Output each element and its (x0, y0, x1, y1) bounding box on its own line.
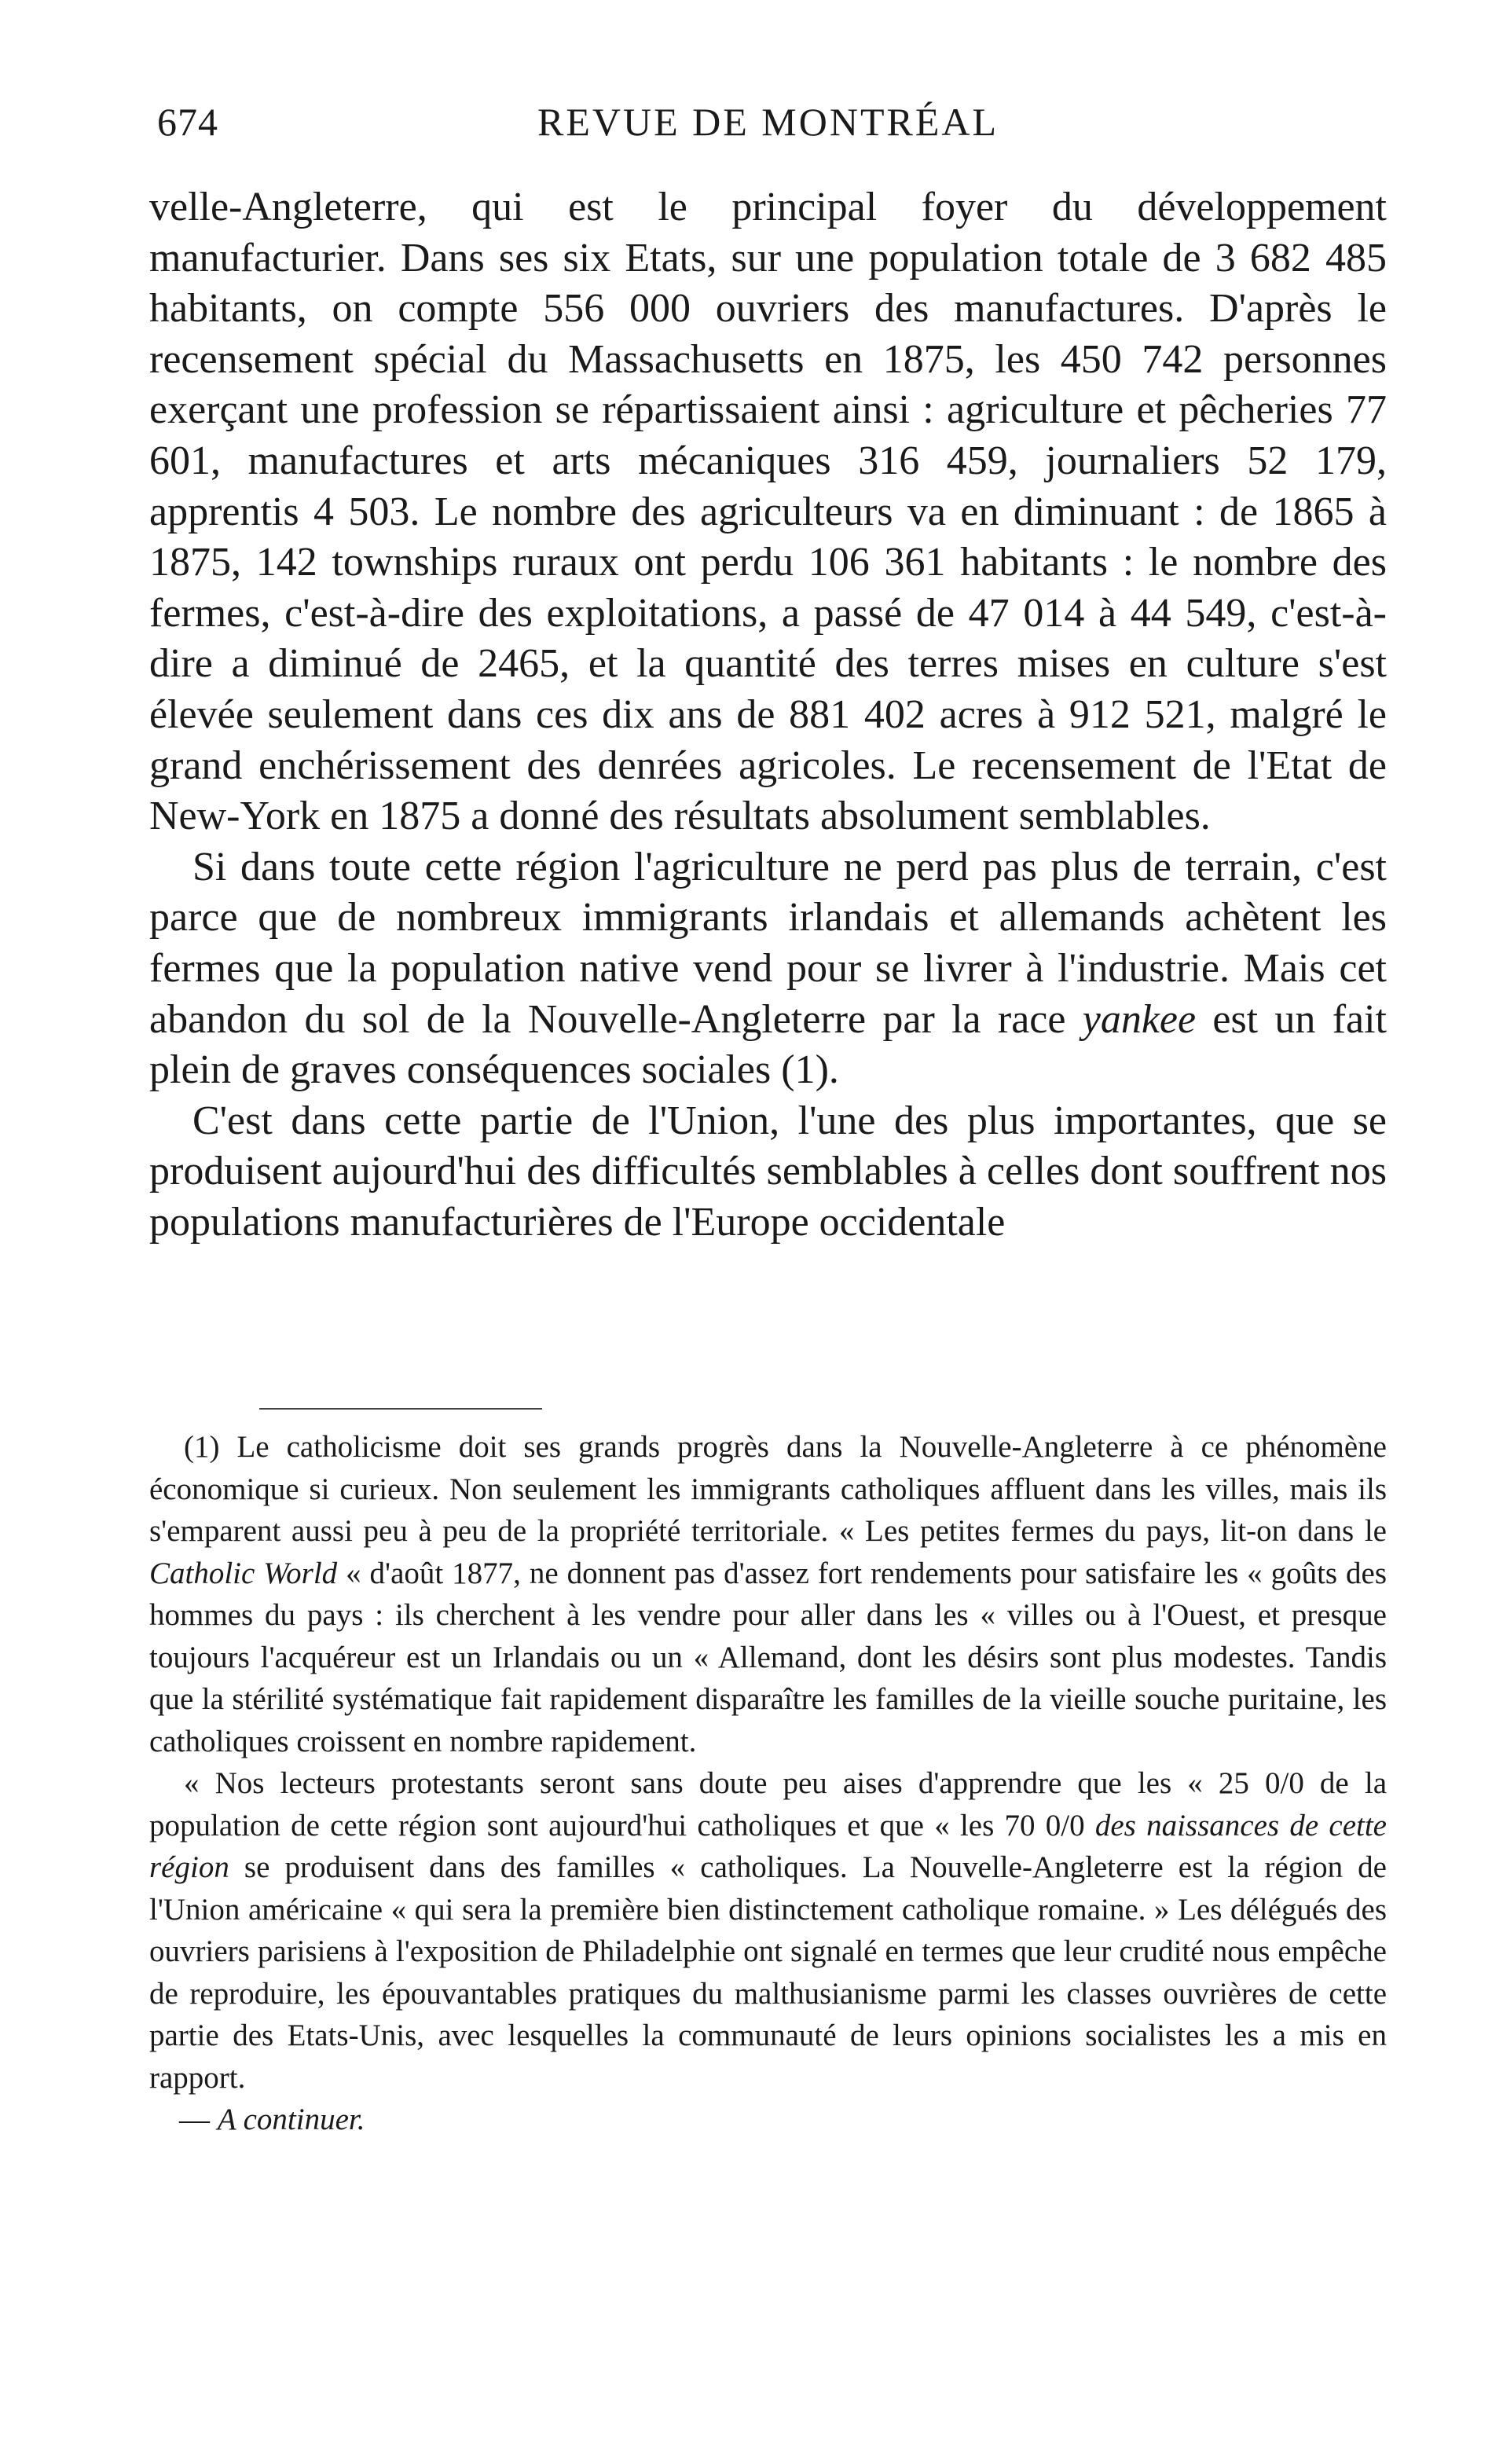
paragraph-2 (149, 842, 1387, 1096)
running-title: REVUE DE MONTRÉAL (537, 100, 999, 144)
paragraph-2-text-a: Si dans toute cette région l'agriculture ne perd pas plus de terrain, c'est parce que de nombreux immigrants irlandais et allemands achètent les fermes que la population native vend pour se livrer à l'industrie. Mais cet abandon du sol de la Nouvelle-Angleterre par la race (149, 844, 1387, 1042)
paragraph-1: velle-Angleterre, qui est le principal foyer du développement manufacturier. Dans ses six Etats, sur une population totale de 3 682 485 habitants, on compte 556 000 ouvriers des manufactures. D'après le recensement spécial du Massachusetts en 1875, les 450 742 personnes exerçant une profession se répartissaient ainsi : agriculture et pêcheries 77 601, manufactures et arts mécaniques 316 459, journaliers 52 179, apprentis 4 503. Le nombre des agriculteurs va en diminuant : de 1865 à 1875, 142 townships ruraux ont perdu 106 361 habitants : le nombre des fermes, c'est-à-dire des exploitations, a passé de 47 014 à 44 549, c'est-à-dire a diminué de 2465, et la quantité des terres mises en culture s'est élevée seulement dans ces dix ans de 881 402 acres à 912 521, malgré le grand enchérissement des denrées agricoles. Le recensement de l'Etat de New-York en 1875 a donné des résultats absolument semblables. (149, 185, 1387, 839)
paragraph-2-text-b: est un fait plein de graves conséquences sociales (1). (149, 996, 1387, 1093)
footnote-1 (149, 1426, 1387, 1762)
continuation-text: A continuer. (217, 2103, 365, 2136)
footnote-1-text-b: « d'août 1877, ne donnent pas d'assez fort rendements pour satisfaire les « goûts des hommes du pays : ils cherchent à les vendre pour aller dans les « villes ou à l'Ouest, et presque toujours l'acquéreur est un Irlandais ou un « Allemand, dont les désirs sont plus modestes. Tandis que la stérilité systématique fait rapidement disparaître les familles de la vieille souche puritaine, les catholiques croissent en nombre rapidement. (149, 1556, 1388, 1758)
footnote-2-italic: des naissances de cette région (149, 1808, 1387, 1884)
footnote-divider (259, 1408, 542, 1410)
footnotes (149, 1426, 1387, 2141)
continuation-dash: — (179, 2103, 218, 2136)
footnote-2-text-a: « Nos lecteurs protestants seront sans doute peu aises d'apprendre que les « 25 0/0 de la population de cette région sont aujourd'hui catholiques et que « les 70 0/0 (149, 1766, 1387, 1842)
footnote-1-text-a: (1) Le catholicisme doit ses grands progrès dans la Nouvelle-Angleterre à ce phénomène économique si curieux. Non seulement les immigrants catholiques affluent dans les villes, mais ils s'emparent aussi peu à peu de la propriété territoriale. « Les petites fermes du pays, lit-on dans le (149, 1430, 1387, 1548)
footnote-2-text-b: se produisent dans des familles « catholiques. La Nouvelle-Angleterre est la région de l'Union américaine « qui sera la première bien distinctement catholique romaine. » Les délégués des ouvriers parisiens à l'exposition de Philadelphie ont signalé en termes que leur crudité nous empêche de reproduire, les épouvantables pratiques du malthusianisme parmi les classes ouvrières de cette partie des Etats-Unis, avec lesquelles la communauté de leurs opinions socialistes les a mis en rapport. (149, 1850, 1387, 2095)
paragraph-3: C'est dans cette partie de l'Union, l'une des plus importantes, que se produisent aujourd'hui des difficultés semblables à celles dont souffrent nos populations manufacturières de l'Europe occidentale (149, 1098, 1387, 1245)
page-header (149, 99, 1387, 154)
page-number: 674 (157, 100, 218, 144)
paragraph-2-italic: yankee (1082, 996, 1197, 1042)
footnote-1-italic: Catholic World (149, 1556, 338, 1590)
main-text (149, 182, 1387, 1248)
footnote-2 (149, 1762, 1387, 2099)
continuation-note (149, 2099, 1387, 2141)
